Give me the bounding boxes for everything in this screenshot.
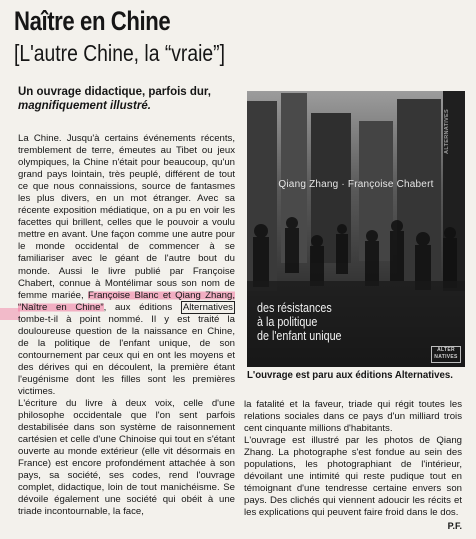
cover-subtitle [257, 301, 429, 343]
article-body-left-column [18, 133, 235, 519]
paragraph-1-text-c: tombe-t-il à point nommé. Il y est traité la douloureuse question de la naissance en Chine, de la politique de l'enfant unique, de son contournement par ceux qui en ont les moyens et des dérives qui en découlent, la première étant l'eugénisme dont les filles sont les premières victimes. [18, 313, 235, 397]
lead-line-2: magnifiquement illustré. [18, 100, 151, 112]
article-subtitle: [L'autre Chine, la “vraie”] [14, 40, 225, 66]
article-body-right-column [244, 399, 462, 533]
publisher-logo: ALTER NATIVES [431, 346, 461, 363]
boxed-publisher-name: Alternatives [182, 301, 233, 313]
article-title: Naître en Chine [14, 6, 171, 36]
cover-authors: Qiang Zhang · Françoise Chabert [278, 179, 434, 190]
cover-spine-text: ALTERNATIVES [444, 109, 450, 154]
paragraph-2: L'écriture du livre à deux voix, celle d'une philosophe occidentale que l'on sent parfois destabilisée dans son système de raisonnement cartésien et celle d'une Chinoise qui tout en s'étant ouverte au monde extérieur (elle vit désormais en France) est encore profondément attachée à son pays, sa société, ses codes, rend l'ouvrage complet, didactique, loin de tout manichéisme. Se dévoile également une société qui obéit à une triade incontournable, la face, [18, 398, 235, 518]
paragraph-1 [18, 133, 235, 398]
lead-line-1: Un ouvrage didactique, parfois dur, [18, 86, 211, 98]
paragraph-4: L'ouvrage est illustré par les photos de Qiang Zhang. La photographe s'est fondue au sein des populations, les photographiant de l'intérieur, dévoilant une intimité qui reste pudique tout en témoignant d'une tendresse certaine envers son pays. Des clichés qui viennent adoucir les récits et les explications qui peuvent faire froid dans le dos. [244, 435, 462, 519]
paragraph-1-text-a: La Chine. Jusqu'à certains événements récents, tremblement de terre, émeutes au Tibet ou jeux olympiques, la Chine n'était pour beaucoup, qu'un grand pays lointain, très peuplé, différent de tout ce que nous connaissions, source de fantasmes les plus divers, en un mot étranger. Avec sa récente exposition médiatique, on a pu en voir les facettes qui brillent, celles que le pouvoir a voulu mettre en avant. Une façon comme une autre pour le monde occidental de commencer à se familiariser avec le géant de l'autre bout du monde. Aussi le livre publié par Françoise Chabert, connue à Montélimar sous son nom de femme mariée, [18, 133, 235, 301]
cover-subtitle-line-2: à la politique [257, 315, 318, 329]
article-lead [18, 85, 228, 113]
paragraph-1-text-b: , aux éditions [103, 301, 173, 313]
cover-subtitle-line-3: de l'enfant unique [257, 329, 342, 343]
book-cover-image [247, 91, 465, 367]
author-signature: P.F. [447, 521, 462, 532]
paragraph-3: la fatalité et la faveur, triade qui régit toutes les relations sociales dans ce pays d'un milliard trois cent cinquante millions d'habitants. [244, 399, 462, 435]
cover-caption: L'ouvrage est paru aux éditions Alternatives. [247, 370, 453, 381]
highlighted-book-reference: Françoise Blanc et Qiang Zhang, “Naître en Chine” [18, 289, 235, 313]
highlight-marker-mark [0, 308, 20, 320]
cover-subtitle-line-1: des résistances [257, 301, 332, 315]
